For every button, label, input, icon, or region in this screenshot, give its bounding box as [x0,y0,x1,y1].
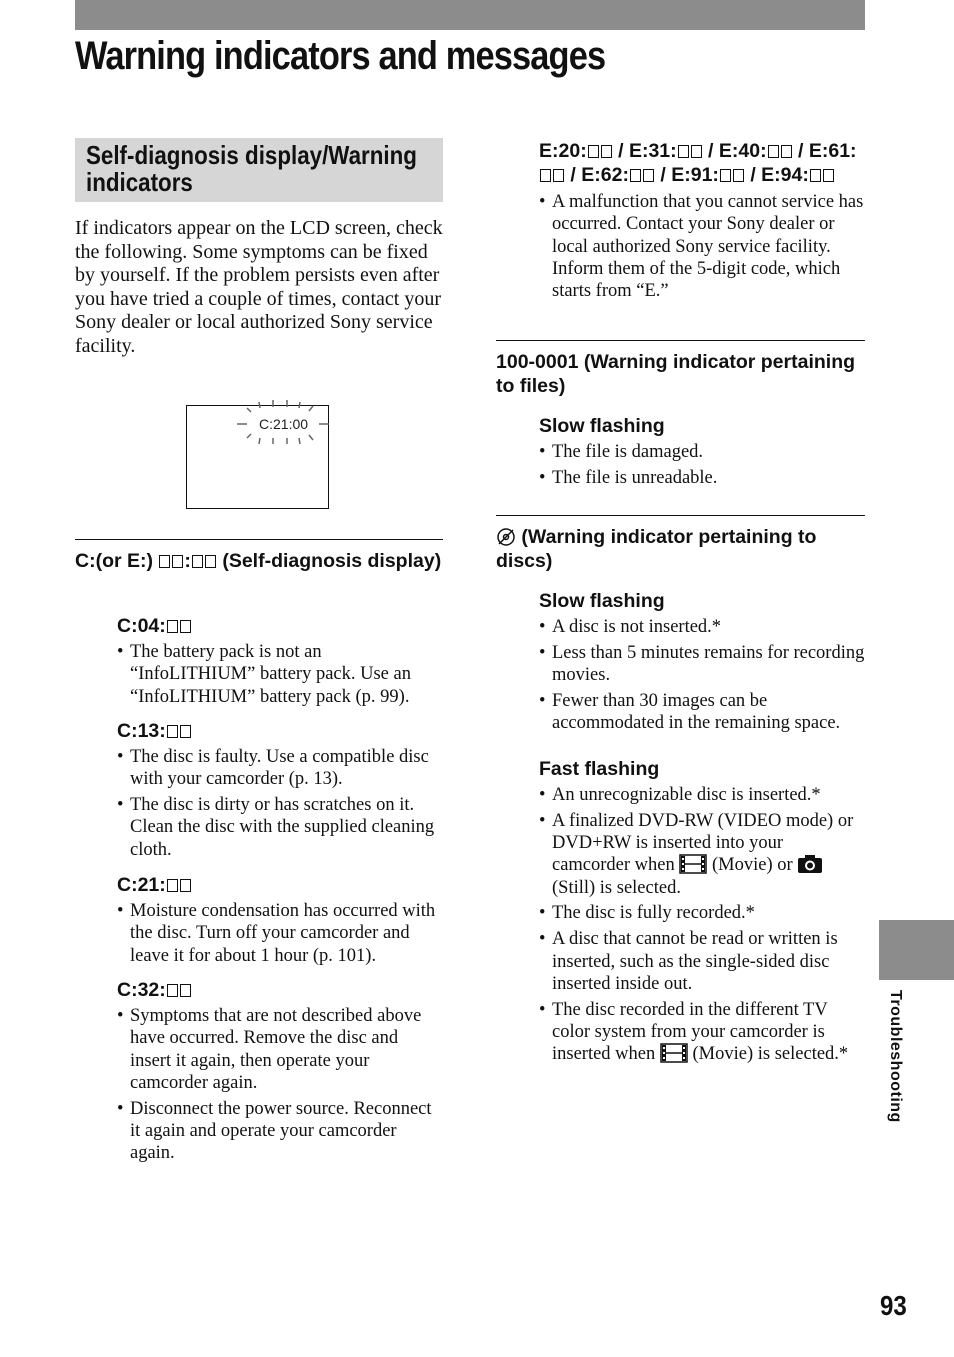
code-items [117,746,443,861]
code-label: C:13: [117,719,443,743]
digit-box [180,620,191,633]
digit-box [205,555,216,568]
list-item: • The file is unreadable. [539,467,865,489]
disc-warning-icon [496,527,516,547]
self-diag-heading: C:(or E:) : (Self-diagnosis display) [75,550,442,572]
list-item: • The disc is faulty. Use a compatible disc with your camcorder (p. 13). [117,746,443,791]
e-codes-block [539,139,865,306]
list-item: • A disc is not inserted.* [539,616,865,638]
digit-box [180,879,191,892]
discs-slow-block [539,589,865,738]
list-item: • The disc is fully recorded.* [539,902,865,924]
divider [496,340,865,341]
side-tab [879,920,954,980]
discs-fast-block [539,757,865,1069]
divider [75,539,443,540]
header-bar [75,0,865,30]
digit-box [180,984,191,997]
e-codes-heading: E:20: / E:31: / E:40: / E:61: / E:62: / E:91: / E:94: [539,140,857,186]
movie-icon [660,1043,688,1063]
list-item: • A disc that cannot be read or written is inserted, such as the single-sided disc inserted inside out. [539,928,865,995]
code-label: C:04: [117,614,443,638]
lcd-code-text: C:21:00 [259,416,309,432]
page-title: Warning indicators and messages [75,34,606,78]
code-block-c32 [117,978,443,1168]
divider [496,515,865,516]
self-diag-heading-prefix: C:(or E:) [75,550,153,572]
code-block-c21 [117,873,443,970]
code-label: C:32: [117,978,443,1002]
digit-box [172,555,183,568]
files-warning-heading: 100-0001 (Warning indicator pertaining to files) [496,351,856,397]
side-tab-label: Troubleshooting [887,990,904,1123]
discs-warning-heading: (Warning indicator pertaining to discs) [496,526,817,572]
list-item: • The disc recorded in the different TV color system from your camcorder is inserted when (Movie) is selected.* [539,999,865,1066]
intro-paragraph: If indicators appear on the LCD screen, check the following. Some symptoms can be fixed by yourself. If the problem persists even after you have tried a couple of times, contact your Sony dealer or local authorized Sony service facility. [75,217,443,357]
list-item: • The battery pack is not an “InfoLITHIUM” battery pack. Use an “InfoLITHIUM” battery pack (p. 99). [117,641,443,708]
digit-box [167,879,178,892]
list-item: • Fewer than 30 images can be accommodated in the remaining space. [539,690,865,735]
code-items [117,900,443,967]
list-item: • Disconnect the power source. Reconnect it again and operate your camcorder again. [117,1098,443,1165]
slow-flashing-label: Slow flashing [539,590,665,612]
list-item: • Less than 5 minutes remains for recording movies. [539,642,865,687]
fast-flashing-label: Fast flashing [539,758,660,780]
digit-box [192,555,203,568]
still-camera-icon [797,854,823,874]
code-block-c13 [117,719,443,864]
code-items [117,641,443,708]
e-codes-items [539,191,865,302]
section-heading-box [75,138,443,202]
list-item: • The file is damaged. [539,441,865,463]
code-items [117,1005,443,1165]
digit-box [159,555,170,568]
section-heading: Self-diagnosis display/Warning indicators [86,140,417,197]
movie-icon [679,854,707,874]
digit-box [167,620,178,633]
discs-slow-items [539,616,865,734]
lcd-screen-illustration [186,405,329,509]
files-slow-block [539,414,865,493]
list-item: • A finalized DVD-RW (VIDEO mode) or DVD+RW is inserted into your camcorder when (Movie) or (Still) is selected. [539,810,865,899]
list-item: • The disc is dirty or has scratches on it. Clean the disc with the supplied cleaning cloth. [117,794,443,861]
digit-box [167,984,178,997]
slow-flashing-label: Slow flashing [539,415,665,437]
files-slow-items [539,441,865,489]
code-block-c04 [117,614,443,711]
digit-box [180,725,191,738]
digit-box [167,725,178,738]
list-item: • An unrecognizable disc is inserted.* [539,784,865,806]
discs-fast-items [539,784,865,1066]
code-label: C:21: [117,873,443,897]
page-number: 93 [880,1290,907,1321]
self-diag-heading-suffix: (Self-diagnosis display) [222,550,442,572]
list-item: • A malfunction that you cannot service has occurred. Contact your Sony dealer or local authorized Sony service facility. Inform them of the 5-digit code, which starts from “E.” [539,191,865,302]
list-item: • Moisture condensation has occurred with the disc. Turn off your camcorder and leave it for about 1 hour (p. 101). [117,900,443,967]
list-item: • Symptoms that are not described above have occurred. Remove the disc and insert it again, then operate your camcorder again. [117,1005,443,1094]
